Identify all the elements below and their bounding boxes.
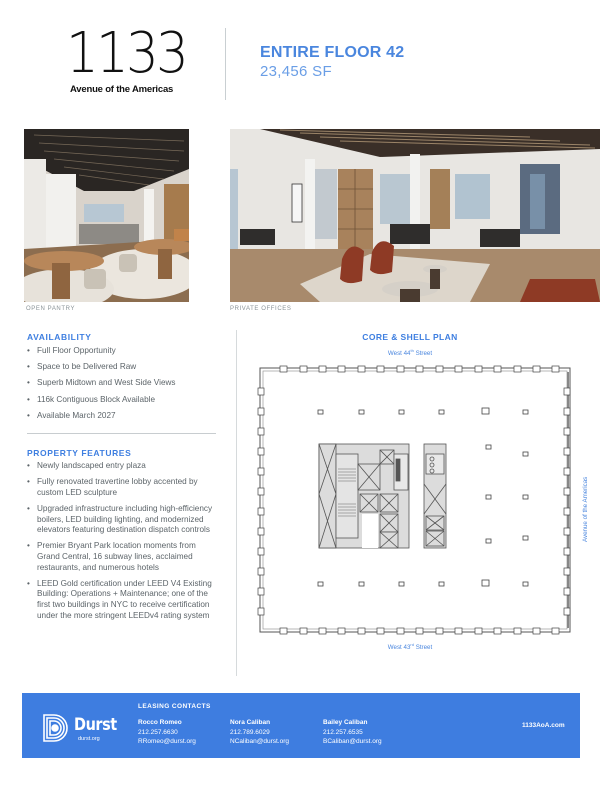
availability-item: • Full Floor Opportunity	[27, 346, 219, 357]
availability-item: • Superb Midtown and West Side Views	[27, 378, 219, 389]
contact-phone[interactable]: 212.257.6630	[138, 728, 178, 736]
availability-heading: AVAILABILITY	[27, 332, 92, 342]
private-offices-photo	[230, 129, 600, 302]
contact-name: Bailey Caliban	[323, 719, 368, 726]
contact-card	[138, 718, 196, 747]
page-title: ENTIRE FLOOR 42	[260, 44, 405, 61]
availability-list	[27, 346, 219, 427]
durst-logo-icon	[42, 713, 72, 748]
availability-item: • 116k Contiguous Block Available	[27, 395, 219, 406]
square-footage: 23,456 SF	[260, 63, 332, 80]
building-logo-subtitle: Avenue of the Americas	[70, 84, 174, 95]
photo-caption-open-pantry: OPEN PANTRY	[26, 306, 76, 312]
building-logo-number: 1133	[66, 21, 187, 86]
column-divider	[236, 330, 237, 676]
website-link[interactable]: 1133AoA.com	[522, 722, 565, 729]
south-street-label: West 43rd Street	[387, 642, 433, 652]
durst-brand: Durst	[74, 715, 117, 735]
open-pantry-photo	[24, 129, 189, 302]
contact-email[interactable]: NCaliban@durst.org	[230, 738, 289, 745]
feature-item: • Upgraded infrastructure including high-efficiency boilers, LED building lighting, and modernized elevators featuring destination dispatch controls	[27, 504, 219, 536]
availability-item: • Space to be Delivered Raw	[27, 362, 219, 373]
feature-item: • Newly landscaped entry plaza	[27, 461, 219, 472]
photo-caption-private-offices: PRIVATE OFFICES	[230, 306, 292, 312]
contact-card	[230, 718, 289, 747]
contact-email[interactable]: BCaliban@durst.org	[323, 738, 382, 745]
property-features-heading: PROPERTY FEATURES	[27, 448, 132, 458]
section-divider	[27, 433, 216, 434]
floor-plan-drawing	[256, 364, 574, 645]
contact-name: Nora Caliban	[230, 719, 271, 726]
property-features-list	[27, 461, 219, 627]
contact-phone[interactable]: 212.257.6535	[323, 728, 363, 736]
contact-card	[323, 718, 382, 747]
availability-item: • Available March 2027	[27, 411, 219, 422]
north-street-label: West 44th Street	[387, 348, 433, 358]
feature-item: • Fully renovated travertine lobby accented by custom LED sculpture	[27, 477, 219, 498]
feature-item: • Premier Bryant Park location moments from Grand Central, 16 subway lines, acclaimed restaurants, and numerous hotels	[27, 541, 219, 573]
feature-item: • LEED Gold certification under LEED V4 Existing Building: Operations + Maintenance; one of the first two buildings in NYC to receive certification under the more stringent LEEDv4 rating system	[27, 579, 219, 621]
footer-banner	[22, 693, 580, 758]
east-avenue-label: Avenue of the Americas	[582, 476, 589, 542]
contact-name: Rocco Romeo	[138, 719, 182, 726]
plan-title: CORE & SHELL PLAN	[362, 332, 458, 342]
leasing-contacts-label: LEASING CONTACTS	[138, 703, 211, 710]
contact-email[interactable]: RRomeo@durst.org	[138, 738, 196, 745]
durst-url[interactable]: durst.org	[78, 736, 100, 742]
header-divider	[225, 28, 226, 100]
contact-phone[interactable]: 212.789.6029	[230, 728, 270, 736]
